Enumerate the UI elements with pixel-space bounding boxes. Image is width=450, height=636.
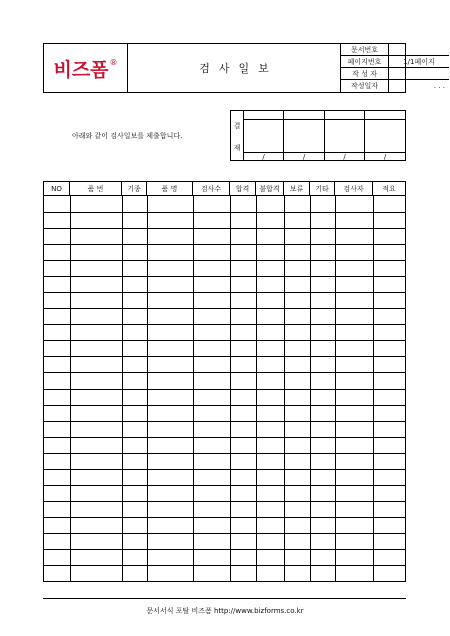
table-row-divider <box>44 533 405 534</box>
table-column-divider <box>122 196 123 581</box>
table-row-divider <box>44 453 405 454</box>
info-value[interactable] <box>389 68 449 80</box>
table-column-divider <box>335 196 336 581</box>
table-row-divider <box>44 372 405 373</box>
table-column-divider <box>70 196 71 581</box>
column-header-part-number: 품 번 <box>70 182 122 196</box>
document-header <box>43 43 445 93</box>
approval-label-cell <box>231 111 244 160</box>
info-row-doc-number <box>341 44 449 56</box>
table-row-divider <box>44 469 405 470</box>
table-column-divider <box>230 196 231 581</box>
approval-slot-date: / <box>365 152 405 160</box>
info-value[interactable] <box>389 44 449 56</box>
approval-slot-date: / <box>325 152 364 160</box>
table-column-divider <box>256 196 257 581</box>
column-header-model: 기종 <box>122 182 147 196</box>
table-row-divider <box>44 421 405 422</box>
table-row-divider <box>44 212 405 213</box>
table-row-divider <box>44 549 405 550</box>
approval-slot[interactable] <box>284 111 325 160</box>
info-row-date <box>341 80 449 92</box>
column-header-inspector: 검사자 <box>335 182 373 196</box>
table-column-divider <box>147 196 148 581</box>
table-row-divider <box>44 324 405 325</box>
column-header-other: 기타 <box>310 182 335 196</box>
approval-label-bottom: 재 <box>233 144 241 152</box>
approval-slot-date: / <box>284 152 324 160</box>
table-row-divider <box>44 517 405 518</box>
approval-box <box>230 110 406 161</box>
submit-statement: 아래와 같이 검사일보를 제출합니다. <box>72 132 183 140</box>
table-row-divider <box>44 356 405 357</box>
approval-slot-head <box>365 111 405 120</box>
approval-slot-date: / <box>244 152 283 160</box>
column-header-remarks: 적요 <box>373 182 405 196</box>
approval-slot[interactable] <box>244 111 284 160</box>
column-header-fail: 불합격 <box>256 182 284 196</box>
info-row-page-number <box>341 56 449 68</box>
approval-slot-head <box>244 111 283 120</box>
table-row-divider <box>44 501 405 502</box>
info-value[interactable]: . . . <box>433 82 445 90</box>
approval-slot-head <box>284 111 324 120</box>
document-title: 검사일보 <box>199 62 278 75</box>
table-row-divider <box>44 485 405 486</box>
table-column-divider <box>310 196 311 581</box>
inspection-table <box>43 181 406 582</box>
approval-slot[interactable] <box>325 111 365 160</box>
table-row-divider <box>44 340 405 341</box>
table-row-divider <box>44 565 405 566</box>
approval-label-top: 결 <box>233 122 241 130</box>
approval-slot[interactable] <box>365 111 405 160</box>
table-column-divider <box>373 196 374 581</box>
table-column-divider <box>284 196 285 581</box>
column-header-inspected-qty: 검사수 <box>193 182 230 196</box>
table-row-divider <box>44 308 405 309</box>
info-label: 문서번호 <box>341 44 389 56</box>
title-cell <box>128 44 341 92</box>
column-header-pass: 합격 <box>230 182 256 196</box>
footer-divider <box>43 598 406 599</box>
column-header-hold: 보류 <box>284 182 310 196</box>
document-info-grid <box>341 44 445 92</box>
logo-cell <box>44 44 128 92</box>
info-value[interactable]: 1/1페이지 <box>403 58 435 66</box>
approval-slot-head <box>325 111 364 120</box>
info-label: 페이지번호 <box>341 56 389 68</box>
column-header-part-name: 품 명 <box>147 182 193 196</box>
info-label: 작성일자 <box>341 80 389 92</box>
table-row-divider <box>44 228 405 229</box>
table-row-divider <box>44 389 405 390</box>
column-header-no: NO <box>44 182 70 196</box>
table-row-divider <box>44 260 405 261</box>
table-row-divider <box>44 292 405 293</box>
footer-text: 문서서식 포탈 비즈폼 http://www.bizforms.co.kr <box>146 607 304 615</box>
table-row-divider <box>44 437 405 438</box>
table-column-divider <box>193 196 194 581</box>
table-row-divider <box>44 244 405 245</box>
info-label: 작 성 자 <box>341 68 389 80</box>
bizforms-logo: 비즈폼 <box>53 58 109 81</box>
table-row-divider <box>44 276 405 277</box>
table-row-divider <box>44 405 405 406</box>
registered-mark: ® <box>109 57 118 67</box>
info-row-author <box>341 68 449 80</box>
